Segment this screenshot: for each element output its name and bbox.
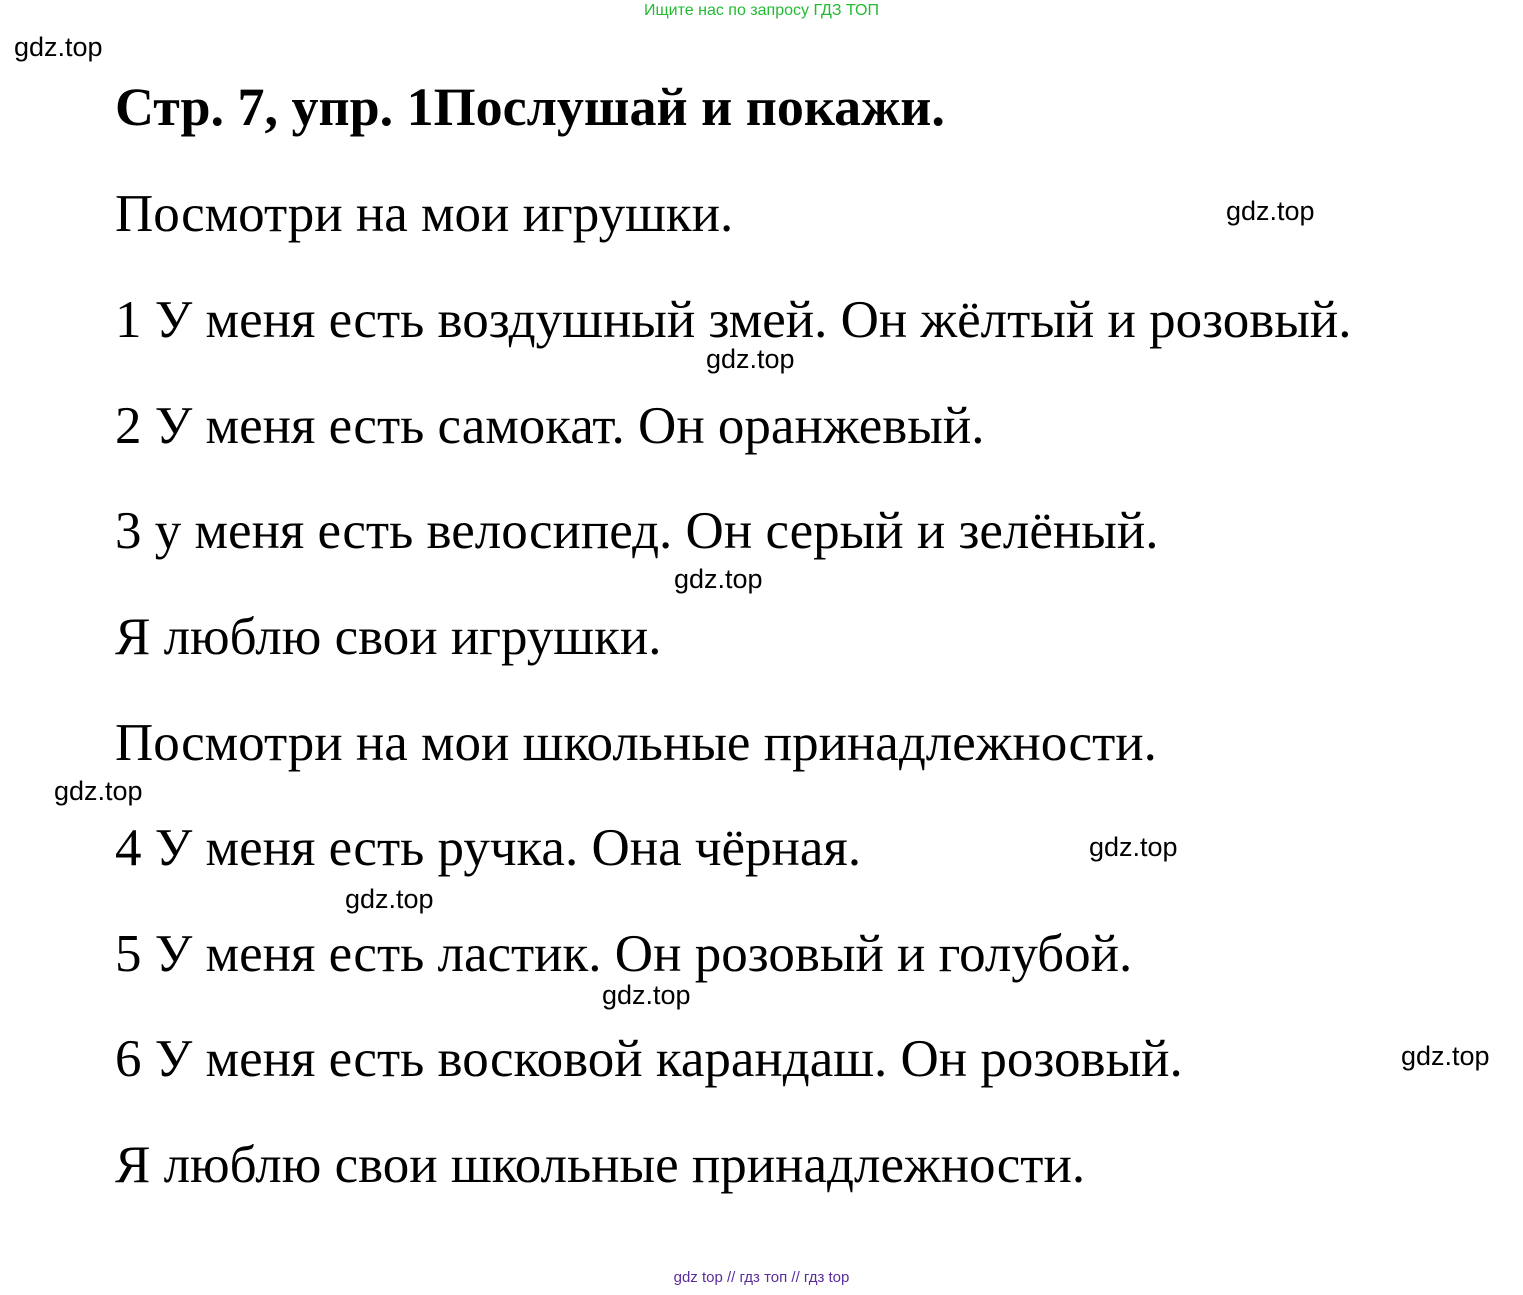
text-line: 3 у меня есть велосипед. Он серый и зелёный.	[115, 502, 1159, 560]
text-line: Я люблю свои школьные принадлежности.	[115, 1136, 1086, 1194]
text-line: Я люблю свои игрушки.	[115, 608, 662, 666]
text-line: 4 У меня есть ручка. Она чёрная.	[115, 819, 862, 877]
text-line: 2 У меня есть самокат. Он оранжевый.	[115, 397, 985, 455]
text-line: 5 У меня есть ластик. Он розовый и голубой.	[115, 925, 1133, 983]
watermark: gdz.top	[602, 980, 691, 1010]
watermark: gdz.top	[706, 344, 795, 374]
text-line: 1 У меня есть воздушный змей. Он жёлтый и розовый.	[115, 291, 1352, 349]
text-line: 6 У меня есть восковой карандаш. Он розовый.	[115, 1030, 1183, 1088]
text-line: Посмотри на мои школьные принадлежности.	[115, 714, 1157, 772]
watermark: gdz.top	[1226, 196, 1315, 226]
page-title: Стр. 7, упр. 1Послушай и покажи.	[115, 77, 945, 137]
text-line: Посмотри на мои игрушки.	[115, 185, 734, 243]
top-banner: Ищите нас по запросу ГДЗ ТОП	[644, 2, 879, 19]
watermark: gdz.top	[345, 884, 434, 914]
watermark: gdz.top	[1089, 832, 1178, 862]
watermark: gdz.top	[54, 776, 143, 806]
footer-links: gdz top // гдз топ // гдз top	[673, 1269, 850, 1286]
watermark: gdz.top	[14, 32, 103, 62]
watermark: gdz.top	[674, 564, 763, 594]
watermark: gdz.top	[1401, 1041, 1490, 1071]
